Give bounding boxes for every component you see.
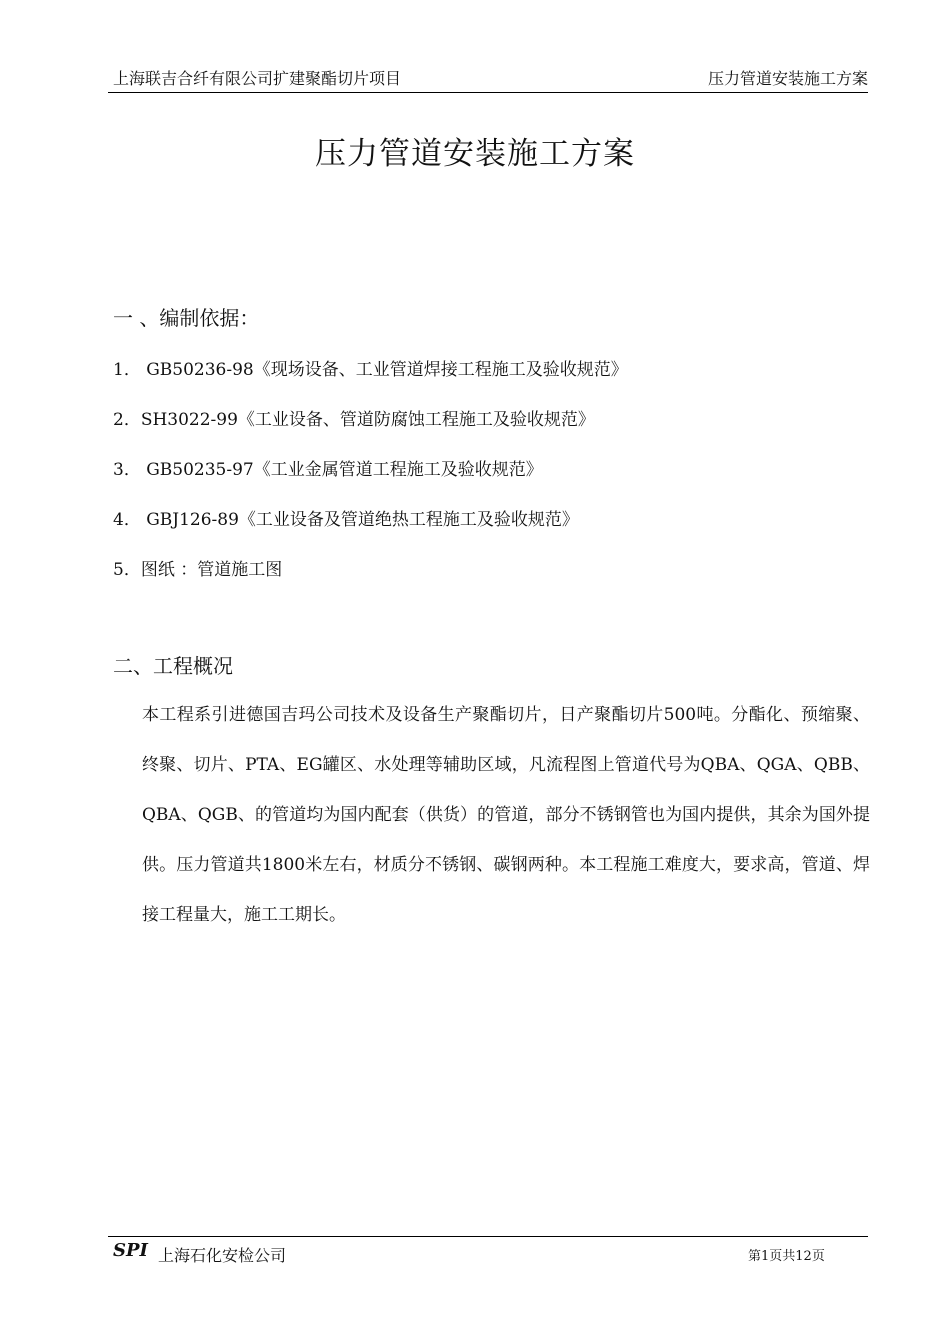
basis-item-4: 4． GBJ126-89《工业设备及管道绝热工程施工及验收规范》 xyxy=(113,510,579,530)
header-project: 上海联吉合纤有限公司扩建聚酯切片项目 xyxy=(113,69,402,88)
overview-paragraph: 本工程系引进德国吉玛公司技术及设备生产聚酯切片，日产聚酯切片500吨。分酯化、预缩聚、终聚、切片、PTA、EG罐区、水处理等辅助区域，凡流程图上管道代号为QBA、QGA、QBB、QBA、QGB、的管道均为国内配套（供货）的管道，部分不锈钢管也为国内提供，其余为国外提供。压力管道共1800米左右，材质分不锈钢、碳钢两种。本工程施工难度大，要求高，管道、焊接工程量大，施工工期长。 xyxy=(142,705,870,925)
section2-heading: 二、工程概况 xyxy=(113,654,233,678)
basis-item-3: 3． GB50235-97《工业金属管道工程施工及验收规范》 xyxy=(113,460,543,480)
header-rule xyxy=(108,92,868,93)
basis-item-2: 2．SH3022-99《工业设备、管道防腐蚀工程施工及验收规范》 xyxy=(113,410,595,430)
footer-logo: SPI xyxy=(113,1240,148,1261)
footer-page-number: 第1页共12页 xyxy=(748,1249,825,1264)
header-doc-name: 压力管道安装施工方案 xyxy=(707,69,868,88)
footer-rule xyxy=(108,1236,868,1237)
footer-company: 上海石化安检公司 xyxy=(158,1246,287,1265)
page-title: 压力管道安装施工方案 xyxy=(315,136,635,172)
basis-item-5: 5．图纸 ：管道施工图 xyxy=(113,560,283,580)
basis-item-1: 1． GB50236-98《现场设备、工业管道焊接工程施工及验收规范》 xyxy=(113,360,628,380)
section1-heading: 一 、编制依据： xyxy=(113,306,260,330)
